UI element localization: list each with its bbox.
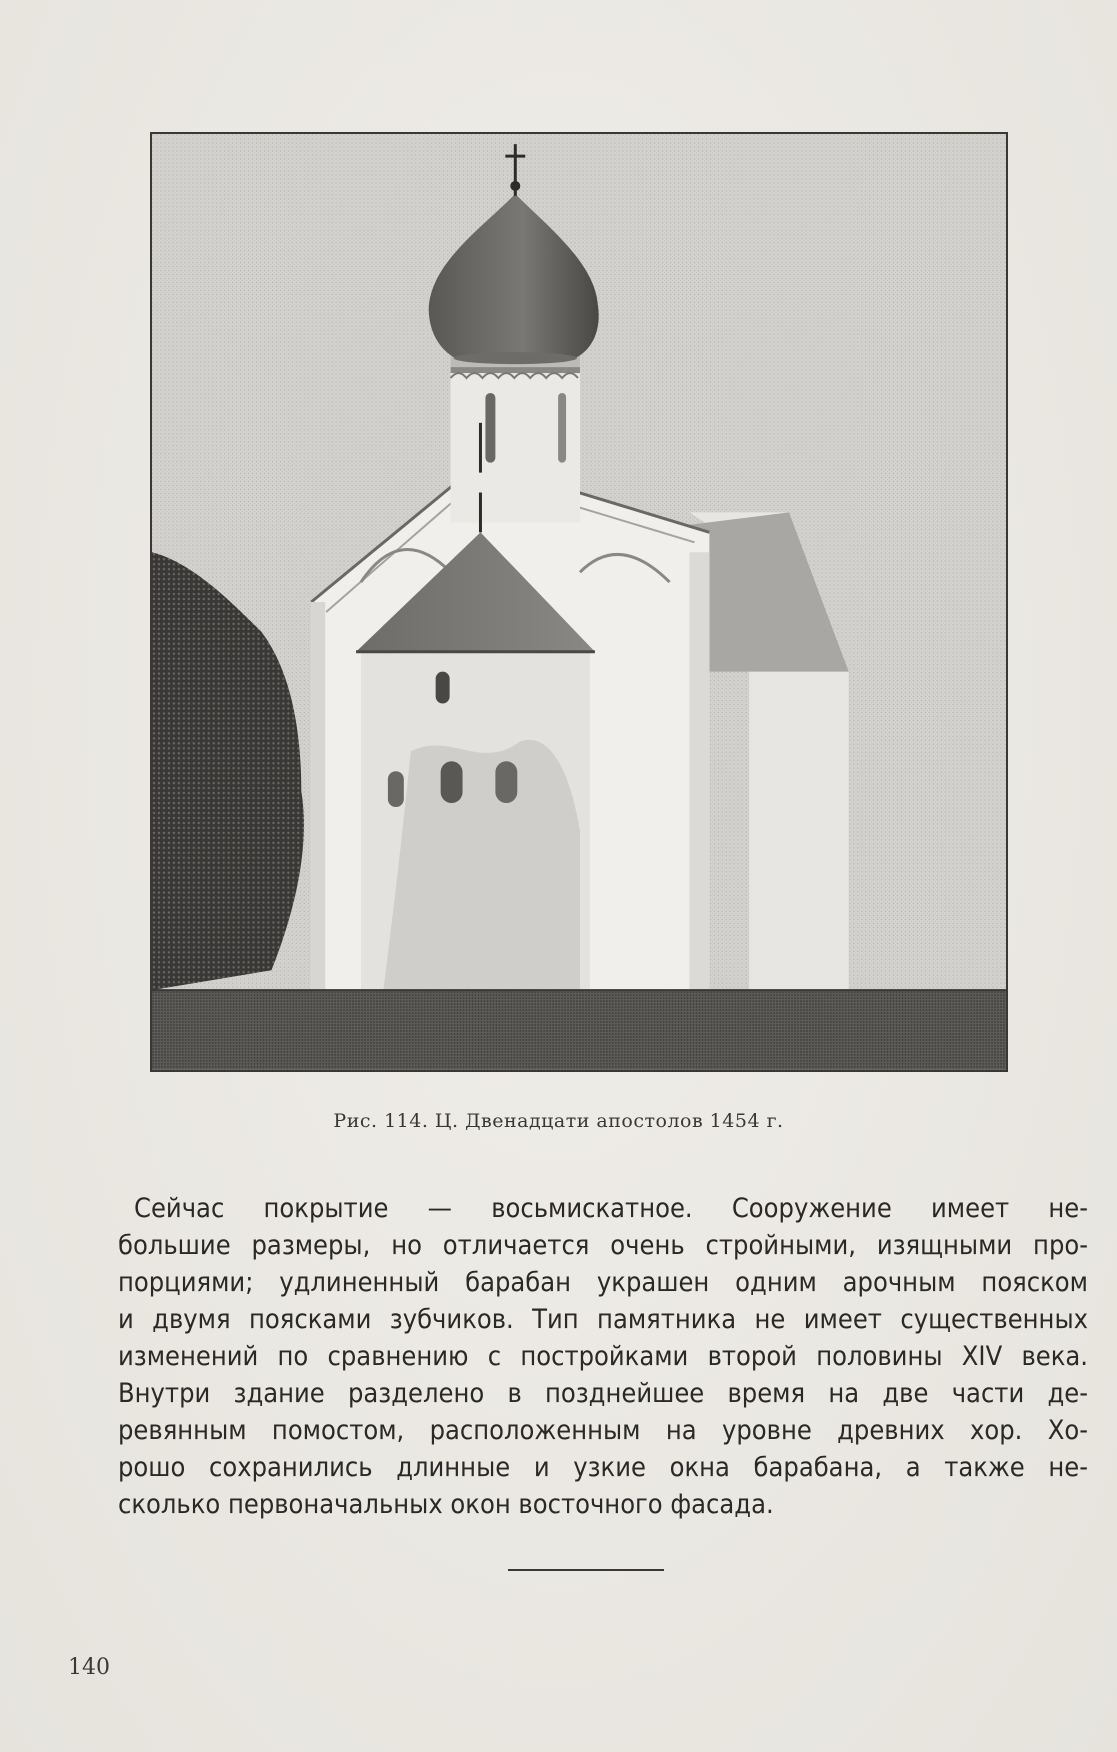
figure-caption: Рис. 114. Ц. Двенадцати апостолов 1454 г. <box>333 1110 784 1132</box>
body-line: рошо сохранились длинные и узкие окна барабана, а также не- <box>118 1452 1088 1483</box>
church-photograph <box>150 132 1008 1072</box>
section-divider <box>508 1569 664 1571</box>
body-line: ревянным помостом, расположенным на уровне древних хор. Хо- <box>118 1415 1088 1446</box>
church-illustration <box>152 134 1006 1070</box>
body-line: Внутри здание разделено в позднейшее время на две части де- <box>118 1378 1088 1409</box>
body-paragraph <box>118 1190 1088 1523</box>
body-line: порциями; удлиненный барабан украшен одним арочным пояском <box>118 1267 1088 1298</box>
body-line: сколько первоначальных окон восточного фасада. <box>118 1489 774 1520</box>
body-line: и двумя поясками зубчиков. Тип памятника не имеет существенных <box>118 1304 1088 1335</box>
body-line: изменений по сравнению с постройками второй половины XIV века. <box>118 1341 1088 1372</box>
page-number: 140 <box>68 1655 110 1680</box>
body-line: Сейчас покрытие — восьмискатное. Сооружение имеет не- <box>134 1193 1088 1224</box>
body-line: большие размеры, но отличается очень стройными, изящными про- <box>118 1230 1088 1261</box>
